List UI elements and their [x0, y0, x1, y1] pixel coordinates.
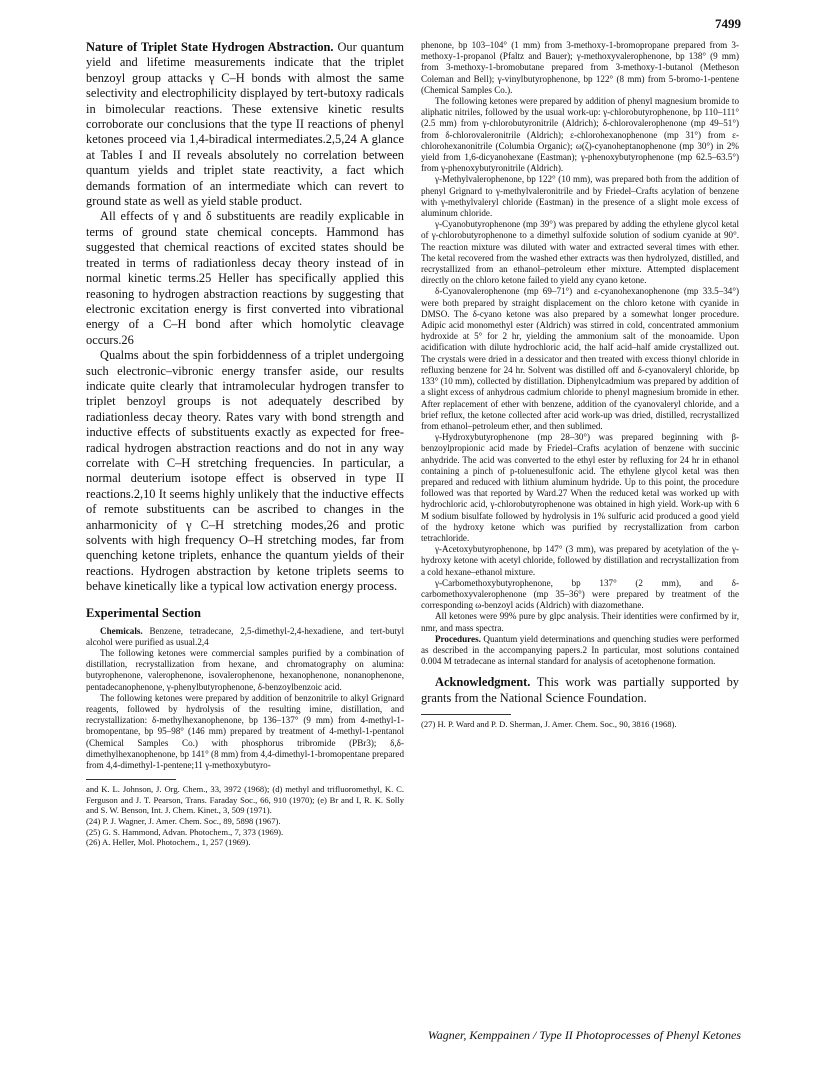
paragraph-chemicals	[86, 626, 404, 648]
paragraph-cyanovalerophenone: δ-Cyanovalerophenone (mp 69–71°) and ε-cyanohexanophenone (mp 33.5–34°) were both prepared by straight displacement on the chloro ketone with cyanide in DMSO. The δ-cyano ketone was also prepared by a somewhat longer procedure. Adipic acid monomethyl ester (Aldrich) was stirred in cold, concentrated ammonium hydroxide at 5° for 2 hr, yielding the ammonium salt of the monoamide. Upon acidification with dilute hydrochloric acid, the half acid–half amide crystallized out. The crystals were dried in a dessicator and then treated with excess thionyl chloride in refluxing benzene for 24 hr. Solvent was distilled off and δ-cyanovaleryl chloride, bp 133° (10 mm), collected by distillation. Diphenylcadmium was prepared by addition of a slight excess of anhydrous cadmium chloride to phenyl magnesium bromide in ether. After replacement of ether with benzene, addition of the cyanovaleryl chloride, and a brief reflux, the ketone collected after acid work-up was dried, distilled, recrystallized from ethanol–petroleum ether, and then sublimed.	[421, 286, 739, 431]
paragraph-text: This work was partially supported by grants from the National Science Foundation.	[421, 675, 739, 705]
paragraph-methylvalerophenone: γ-Methylvalerophenone, bp 122° (10 mm), was prepared both from the addition of phenyl Grignard to γ-methylvaleronitrile and by Friedel–Crafts acylation of benzene with γ-methylvaleryl chloride (Eastman) in the presence of a slight mole excess of aluminum chloride.	[421, 174, 739, 219]
paragraph-text: Quantum yield determinations and quenching studies were performed as described in the accompanying papers.2 In particular, most solutions contained 0.004 M tetradecane as internal standard for analysis of acetophenone formation.	[421, 633, 739, 667]
section-title: Experimental Section	[86, 605, 201, 620]
paragraph-procedures	[421, 634, 739, 668]
paragraph-hydroxybutyrophenone: γ-Hydroxybutyrophenone (mp 28–30°) was prepared beginning with β-benzoylpropionic acid made by Friedel–Crafts acylation of benzene with succinic anhydride. The acid was converted to the ethyl ester by refluxing for 24 hr in ethanol containing a pinch of p-toluenesulfonic acid. The ethylene glycol ketal was then prepared and reduced with lithium aluminum hydride. Up to this point, the procedure followed was that reported by Ward.27 When the reduced ketal was worked up with hydrochloric acid, γ-chlorobutyrophenone was obtained in high yield. Work-up with 6 M sodium bisulfate followed by hydrolysis in 1% sulfuric acid produced a good yield of the hydroxy ketone which was purified by recrystallization from carbon tetrachloride.	[421, 432, 739, 543]
paragraph-text: Our quantum yield and lifetime measurements indicate that the triplet benzoyl group attacks γ C–H bonds with almost the same selectivity and electrophilicity displayed by tert-butoxy radicals in bimolecular reactions. These extensive kinetic results corroborate our conclusions that the type II reactions of phenyl ketones proceed via 1,4-biradical intermediates.2,5,24 A glance at Tables I and II reveals absolutely no correlation between quantum yields and triplet state reactivity, a fact which demands formation of an intermediate which can revert to ground state as well as yield stable product.	[86, 40, 405, 209]
run-in-heading: Procedures.	[435, 633, 481, 644]
run-in-heading: Chemicals.	[100, 625, 143, 636]
paragraph-cyanobutyrophenone: γ-Cyanobutyrophenone (mp 39°) was prepared by adding the ethylene glycol ketal of γ-chlorobutyrophenone to a dimethyl sulfoxide solution of sodium cyanide at 90°. The reaction mixture was diluted with water and extracted several times with ether. The ketal recovered from the washed ether extracts was then hydrolyzed, distilled, and recrystallized from an ethanol–petroleum ether mixture. Attempted displacement directly on the chloro ketone failed to yield any cyano ketone.	[421, 219, 739, 286]
paragraph-acetoxybutyrophenone: γ-Acetoxybutyrophenone, bp 147° (3 mm), was prepared by acetylation of the γ-hydroxy ketone with acetyl chloride, followed by distillation and recrystallization from a cold hexane–ethanol mixture.	[421, 544, 739, 577]
footnote-rule	[86, 779, 176, 780]
paragraph-purity: All ketones were 99% pure by glpc analysis. Their identities were confirmed by ir, nmr, and mass spectra.	[421, 611, 739, 633]
paragraph-commercial-ketones: The following ketones were commercial samples purified by a combination of distillation, recrystallization from hexane, and chromatography on alumina: butyrophenone, valerophenone, isovalerophenone, hexanophenone, nonanophenone, pentadecanophenone, γ-phenylbutyrophenone, δ-benzoylbenzoic acid.	[86, 648, 404, 692]
page-number: 7499	[715, 16, 741, 31]
run-in-heading: Acknowledgment.	[435, 675, 531, 690]
paragraph-methoxy-ketones: phenone, bp 103–104° (1 mm) from 3-methoxy-1-bromopropane prepared from 3-methoxy-1-propanol (Pfaltz and Bauer); γ-methoxyvalerophenone, bp 138° (9 mm) from 3-methoxy-1-bromobutane prepared from 3-methoxy-1-butanol (Metheson Coleman and Bell); γ-vinylbutyrophenone, bp 122° (8 mm) from 5-bromo-1-pentene (Chemical Samples Co.).	[421, 40, 739, 95]
paragraph-text: Benzene, tetradecane, 2,5-dimethyl-2,4-hexadiene, and tert-butyl alcohol were purified as usual.2,4	[86, 625, 404, 647]
right-column	[421, 40, 739, 730]
paragraph-benzonitrile-ketones: The following ketones were prepared by addition of benzonitrile to alkyl Grignard reagents, followed by hydrolysis of the resulting imine, distillation, and recrystallization: δ-methylhexanophenone, bp 136–137° (9 mm) from 4-methyl-1-bromopentane, bp 95–98° (146 mm) prepared by treatment of 4-methyl-1-pentanol (Chemical Samples Co.) with phosphorus tribromide (PBr3); δ,δ-dimethylhexanophenone, bp 141° (8 mm) from 4,4-dimethyl-1-bromopentane prepared from 4,4-dimethyl-1-pentene;11 γ-methoxybutyro-	[86, 692, 404, 771]
paragraph-triplet-abstraction	[86, 40, 404, 209]
paragraph-spin-qualms: Qualms about the spin forbiddenness of a triplet undergoing such electronic–vibronic energy transfer aside, our results indicate quite clearly that intramolecular hydrogen transfer to triplet benzoyl groups is not adequately described by radiationless decay theory. Rates vary with bond strength and inductive effects of substituents exactly as expected for free-radical hydrogen abstraction reactions and do not in any way correlate with C–H stretching frequencies. In particular, a normal deuterium isotope effect is observed in type II reactions.2,10 It seems highly unlikely that the inductive effects of remote substituents can be ascribed to changes in the anharmonicity of γ C–H stretching modes,26 and protic solvents with high frequency O–H stretching modes, far from quenching ketone triplets, enhance the quantum yields of their reactions. Hydrogen abstraction by ketone triplets seems to behave kinetically like a typical low activation energy process.	[86, 348, 404, 594]
paragraph-nitrile-ketones: The following ketones were prepared by addition of phenyl magnesium bromide to aliphatic nitriles, followed by the usual work-up: γ-chlorobutyrophenone, bp 110–111° (2.5 mm) from γ-chlorobutyronitrile (Aldrich); δ-chlorovalerophenone (mp 49–51°) from δ-chlorovaleronitrile (Aldrich); ε-chlorohexanophenone (mp 31°) from ε-chlorohexanonitrile (Columbia Organic); ω(ζ)-cyanoheptanophenone (mp 30°) in 2% yield from 1,6-dicyanohexane (Eastman); γ-phenoxybutyrophenone (mp 62.5–63.5°) from γ-phenoxybutyronitrile (Aldrich).	[421, 96, 739, 174]
left-column	[86, 40, 404, 848]
paragraph-substituent-effects: All effects of γ and δ substituents are readily explicable in terms of ground state chemical concepts. Hammond has suggested that chemical reactions of excited states should be treated in terms of radiationless decay theory instead of in normal kinetic terms.25 Heller has specifically applied this reasoning to hydrogen abstraction reactions by suggesting that electronic excitation energy is first converted into vibrational energy of a C–H bond after which homolytic cleavage occurs.26	[86, 209, 404, 347]
footnote: (24) P. J. Wagner, J. Amer. Chem. Soc., 89, 5898 (1967).	[86, 816, 281, 827]
paragraph-acknowledgment	[421, 675, 739, 706]
acknowledgment-block	[421, 675, 739, 706]
run-in-heading: Nature of Triplet State Hydrogen Abstraction.	[86, 40, 334, 54]
paragraph-carbomethoxy: γ-Carbomethoxybutyrophenone, bp 137° (2 mm), and δ-carbomethoxyvalerophenone (mp 35–36°) were prepared by treatment of the corresponding ω-benzoyl acids (Aldrich) with diazomethane.	[421, 577, 739, 611]
running-footer: Wagner, Kemppainen / Type II Photoprocesses of Phenyl Ketones	[427, 1028, 741, 1042]
footnote: (25) G. S. Hammond, Advan. Photochem., 7, 373 (1969).	[86, 826, 284, 837]
footnote-rule	[421, 714, 511, 715]
footnote: and K. L. Johnson, J. Org. Chem., 33, 3972 (1968); (d) methyl and trifluoromethyl, K. C. Ferguson and J. T. Pearson, Trans. Faraday Soc., 66, 910 (1970); (e) Br and I, R. K. Solly and S. W. Benson, Int. J. Chem. Kinet., 3, 509 (1971).	[86, 784, 404, 816]
footnote: (27) H. P. Ward and P. D. Sherman, J. Amer. Chem. Soc., 90, 3816 (1968).	[421, 719, 677, 730]
footnote: (26) A. Heller, Mol. Photochem., 1, 257 (1969).	[86, 837, 251, 848]
